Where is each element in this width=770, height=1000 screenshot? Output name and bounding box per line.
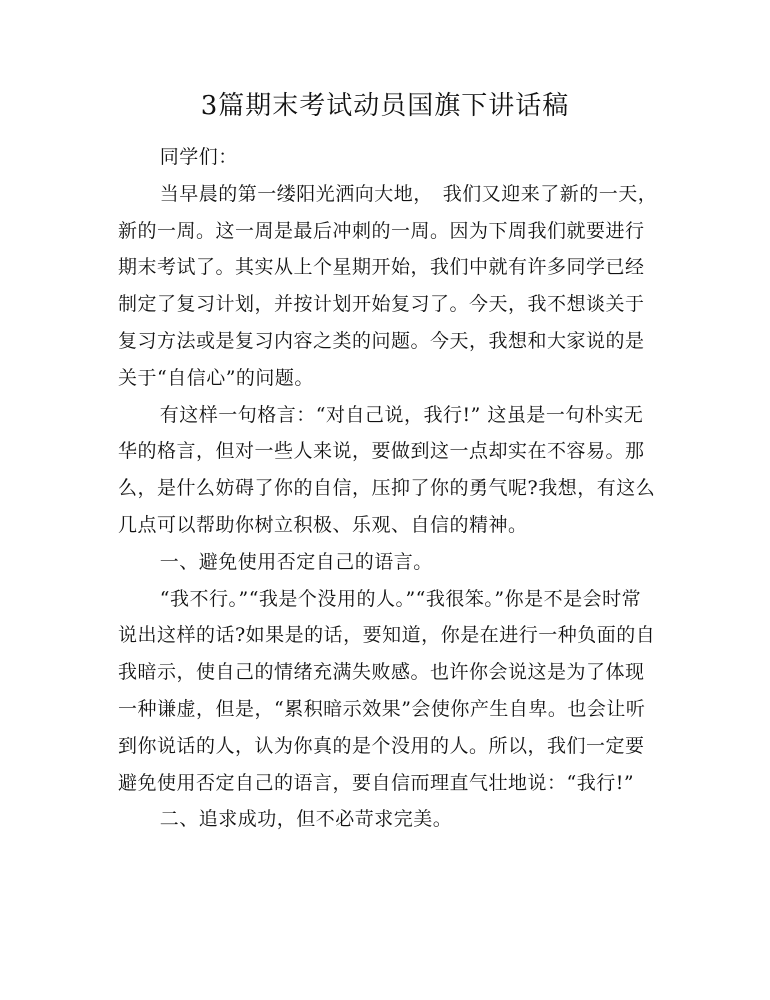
page-title: 3篇期末考试动员国旗下讲话稿	[200, 91, 570, 121]
body-paragraph: “我不行。”“我是个没用的人。”“我很笨。”你是不是会时常说出这样的话?如果是的话，要知道，你是在进行一种负面的自我暗示，使自己的情绪充满失败感。也许你会说这是为了体现一种谦虚，但是，“累积暗示效果”会使你产生自卑。也会让听到你说话的人，认为你真的是个没用的人。所以，我们一定要避免使用否定自己的语言，要自信而理直气壮地说：“我行!”	[118, 587, 656, 794]
section-heading: 一、避免使用否定自己的语言。	[159, 550, 433, 573]
body-paragraph: 有这样一句格言：“对自己说，我行!” 这虽是一句朴实无华的格言，但对一些人来说，要做到这一点却实在不容易。那么，是什么妨碍了你的自信，压抑了你的勇气呢?我想，有这么几点可以帮助你树立积极、乐观、自信的精神。	[118, 403, 656, 536]
body-paragraph: 当早晨的第一缕阳光洒向大地， 我们又迎来了新的一天，新的一周。这一周是最后冲刺的一周。因为下周我们就要进行期末考试了。其实从上个星期开始，我们中就有许多同学已经制定了复习计划，并按计划开始复习了。今天，我不想谈关于复习方法或是复习内容之类的问题。今天，我想和大家说的是关于“自信心”的问题。	[118, 182, 658, 389]
section-heading: 二、追求成功，但不必苛求完美。	[159, 808, 453, 831]
document-body	[118, 139, 658, 838]
greeting-paragraph: 同学们：	[159, 146, 238, 168]
